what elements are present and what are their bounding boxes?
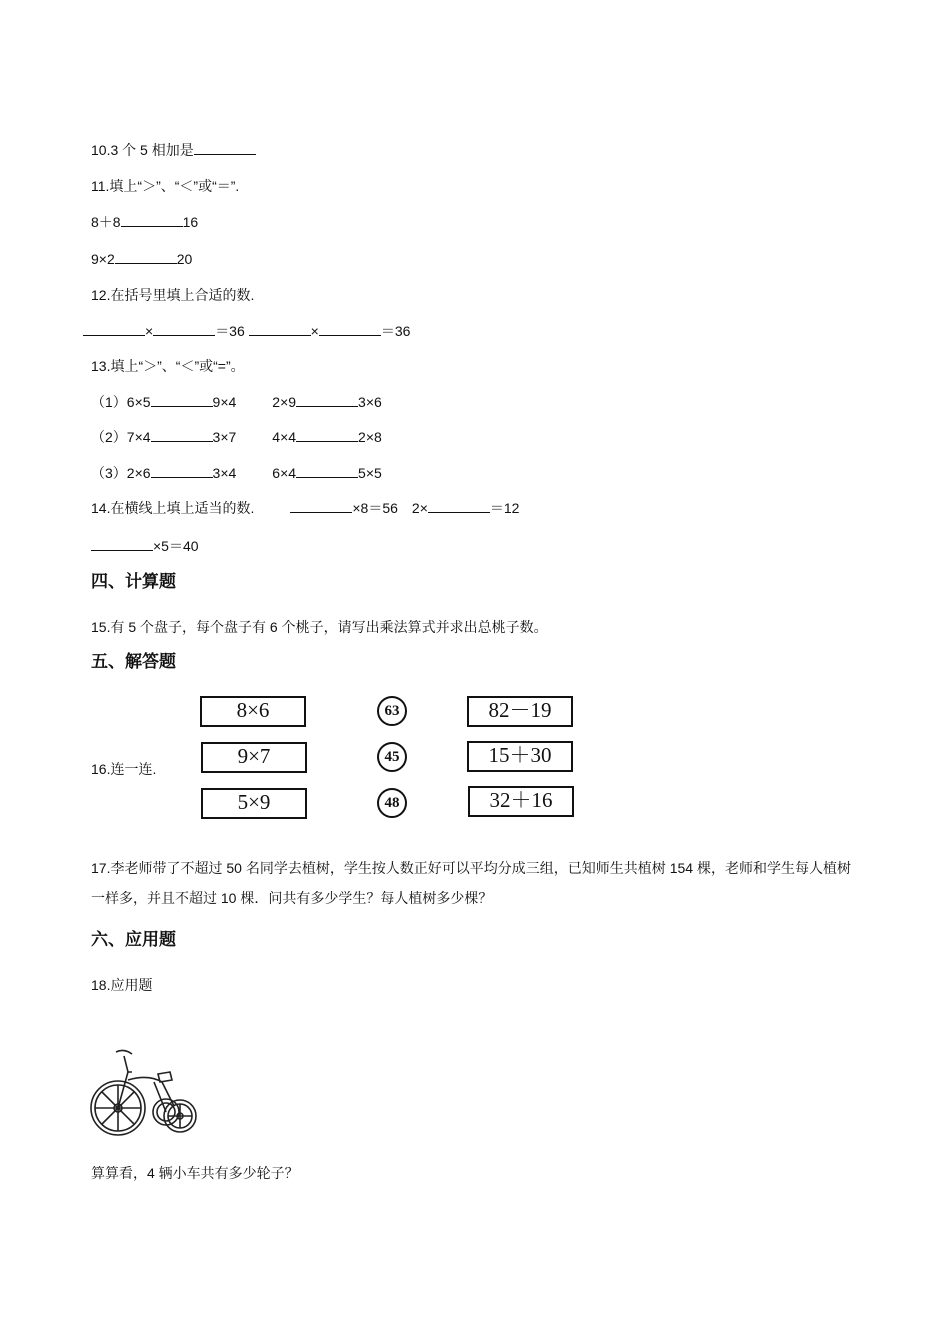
times-sign: × — [310, 323, 319, 339]
answer-blank[interactable] — [151, 428, 213, 442]
q13-row-2 — [91, 428, 382, 446]
expr: ×5＝40 — [153, 538, 199, 554]
expr: 2×6 — [126, 465, 151, 481]
q18-question: 算算看，4 辆小车共有多少轮子？ — [91, 1165, 299, 1181]
answer-blank[interactable] — [121, 213, 183, 227]
q11-item-a — [91, 213, 198, 231]
item-number: （2） — [91, 429, 127, 445]
q13-row-1 — [91, 393, 382, 411]
answer-blank[interactable] — [151, 464, 213, 478]
answer-blank[interactable] — [153, 322, 215, 336]
section-heading: 四、计算题 — [91, 572, 176, 592]
q18-text: 18.应用题 — [91, 977, 153, 993]
expr: 9×2 — [91, 251, 115, 267]
q16-text: 16.连一连. — [91, 761, 157, 777]
middle-number-1[interactable]: 63 — [377, 696, 407, 726]
q17-text: 17.李老师带了不超过 50 名同学去植树，学生按人数正好可以平均分成三组，已知师生共植树 154 棵，老师和学生每人植树一样多，并且不超过 10 棵．问共有多少学生？每人植树多少棵？ — [91, 860, 851, 906]
expr: 16 — [182, 214, 199, 230]
left-card-1[interactable]: 8×6 — [200, 696, 306, 727]
right-card-3[interactable]: 32＋16 — [468, 786, 574, 817]
expr: 20 — [176, 251, 193, 267]
times-sign: × — [145, 323, 154, 339]
section-heading: 五、解答题 — [91, 652, 176, 672]
expr: 8＋8 — [91, 214, 121, 230]
answer-blank[interactable] — [296, 464, 358, 478]
q12-prompt: 12.在括号里填上合适的数. — [91, 287, 255, 303]
left-card-3[interactable]: 5×9 — [201, 788, 307, 819]
q15-text: 15.有 5 个盘子，每个盘子有 6 个桃子，请写出乘法算式并求出总桃子数。 — [91, 619, 548, 635]
middle-number-3[interactable]: 48 — [377, 788, 407, 818]
answer-blank[interactable] — [319, 322, 381, 336]
expr: 6×4 — [272, 465, 297, 481]
answer-blank[interactable] — [296, 428, 358, 442]
q10-line — [91, 141, 256, 159]
tricycle-illustration — [88, 1046, 208, 1142]
q14-line-2 — [91, 537, 199, 555]
expr: 4×4 — [272, 429, 297, 445]
right-card-1[interactable]: 82－19 — [467, 696, 573, 727]
answer-blank[interactable] — [83, 322, 145, 336]
expr: ×8＝56 — [352, 500, 398, 516]
q10-text: 10.3 个 5 相加是 — [91, 142, 194, 158]
section-heading: 六、应用题 — [91, 930, 176, 950]
q12-equations — [83, 322, 410, 340]
answer-blank[interactable] — [194, 141, 256, 155]
q11-prompt: 11.填上“＞”、“＜”或“＝”. — [91, 178, 240, 194]
answer-blank[interactable] — [428, 499, 490, 513]
item-number: （3） — [91, 465, 127, 481]
q14-line-1 — [91, 499, 519, 517]
expr: ＝36 — [215, 323, 245, 339]
expr: 3×4 — [212, 465, 237, 481]
middle-number-2[interactable]: 45 — [377, 742, 407, 772]
answer-blank[interactable] — [290, 499, 352, 513]
expr: 3×6 — [358, 394, 382, 410]
expr: ＝12 — [489, 500, 520, 516]
q11-item-b — [91, 250, 192, 268]
expr: 6×5 — [126, 394, 151, 410]
item-number: （1） — [91, 394, 127, 410]
expr: 2×8 — [358, 429, 382, 445]
q13-prompt: 13.填上“＞”、“＜”或“=”。 — [91, 358, 245, 374]
expr: 3×7 — [212, 429, 237, 445]
rear-wheel-icon — [153, 1099, 196, 1132]
expr: 2× — [411, 500, 428, 516]
answer-blank[interactable] — [151, 393, 213, 407]
left-card-2[interactable]: 9×7 — [201, 742, 307, 773]
expr: 5×5 — [358, 465, 382, 481]
answer-blank[interactable] — [91, 537, 153, 551]
expr: ＝36 — [380, 323, 411, 339]
right-card-2[interactable]: 15＋30 — [467, 741, 573, 772]
q14-prompt: 14.在横线上填上适当的数. — [91, 500, 255, 516]
answer-blank[interactable] — [296, 393, 358, 407]
expr: 2×9 — [272, 394, 297, 410]
answer-blank[interactable] — [115, 250, 177, 264]
expr: 9×4 — [212, 394, 237, 410]
expr: 7×4 — [126, 429, 151, 445]
q13-row-3 — [91, 464, 382, 482]
answer-blank[interactable] — [249, 322, 311, 336]
